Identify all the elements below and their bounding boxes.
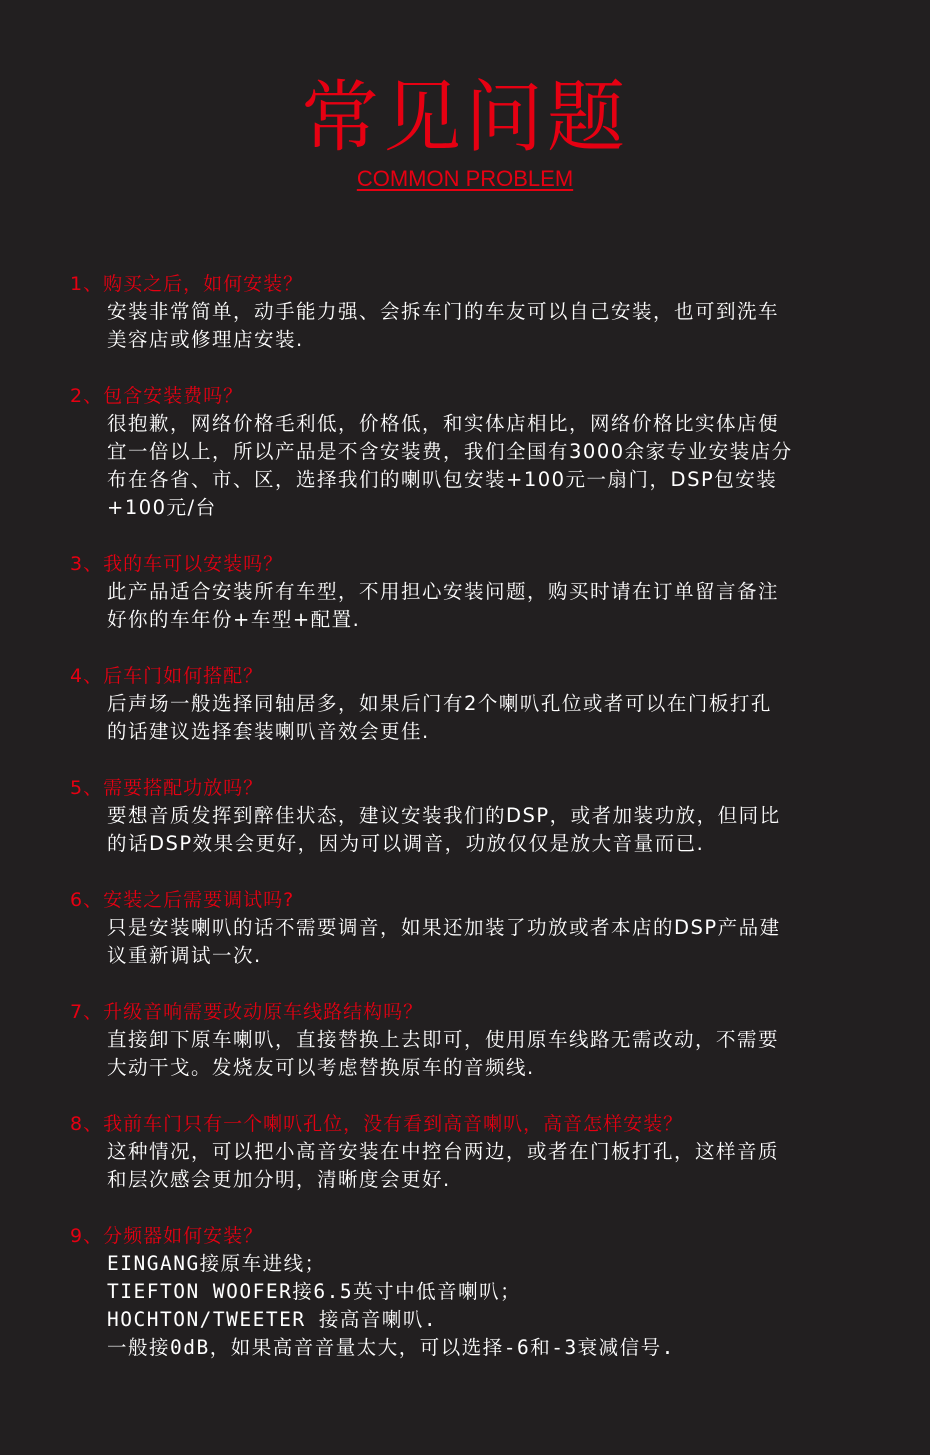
faq-question: 4、后车门如何搭配？ xyxy=(70,665,264,687)
faq-item xyxy=(70,1222,890,1362)
faq-question: 8、我前车门只有一个喇叭孔位，没有看到高音喇叭，高音怎样安装？ xyxy=(70,1113,684,1135)
faq-question: 5、需要搭配功放吗？ xyxy=(70,777,264,799)
faq-item xyxy=(70,886,890,970)
faq-question: 6、安装之后需要调试吗? xyxy=(70,889,295,911)
faq-answer-line: 安装非常简单，动手能力强、会拆车门的车友可以自己安装，也可到洗车 xyxy=(107,300,780,323)
faq-answer-line: 很抱歉，网络价格毛利低，价格低，和实体店相比，网络价格比实体店便 xyxy=(107,412,780,435)
faq-answer-line: 好你的车年份+车型+配置. xyxy=(107,608,361,631)
faq-answer-line: +100元/台 xyxy=(107,496,217,519)
faq-item xyxy=(70,662,890,746)
faq-question: 1、购买之后，如何安装？ xyxy=(70,273,304,295)
page-subtitle: COMMON PROBLEM xyxy=(356,166,574,191)
faq-answer-line: 只是安装喇叭的话不需要调音，如果还加装了功放或者本店的DSP产品建 xyxy=(107,916,781,939)
faq-list xyxy=(70,270,890,1390)
faq-answer-line: 一般接0dB，如果高音音量太大，可以选择-6和-3衰减信号. xyxy=(107,1336,675,1359)
faq-answer-line: TIEFTON WOOFER接6.5英寸中低音喇叭； xyxy=(107,1280,522,1303)
faq-item xyxy=(70,270,890,354)
faq-answer-line: 此产品适合安装所有车型，不用担心安装问题，购买时请在订单留言备注 xyxy=(107,580,780,603)
faq-item xyxy=(70,382,890,522)
faq-answer-line: 大动干戈。发烧友可以考虑替换原车的音频线. xyxy=(107,1056,535,1079)
faq-answer-line: 布在各省、市、区，选择我们的喇叭包安装+100元一扇门，DSP包安装 xyxy=(107,468,778,491)
faq-item xyxy=(70,998,890,1082)
faq-question: 3、我的车可以安装吗？ xyxy=(70,553,284,575)
faq-question: 2、包含安装费吗？ xyxy=(70,385,244,407)
faq-question: 9、分频器如何安装？ xyxy=(70,1225,264,1247)
faq-answer-line: 宜一倍以上，所以产品是不含安装费，我们全国有3000余家专业安装店分 xyxy=(107,440,793,463)
faq-answer-line: 的话DSP效果会更好，因为可以调音，功放仅仅是放大音量而已. xyxy=(107,832,705,855)
faq-answer-line: 美容店或修理店安装. xyxy=(107,328,304,351)
faq-item xyxy=(70,550,890,634)
page-title: 常见问题 xyxy=(300,73,629,163)
faq-answer-line: 这种情况，可以把小高音安装在中控台两边，或者在门板打孔，这样音质 xyxy=(107,1140,780,1163)
faq-question: 7、升级音响需要改动原车线路结构吗？ xyxy=(70,1001,424,1023)
page-header xyxy=(0,70,930,192)
faq-answer-line: 直接卸下原车喇叭，直接替换上去即可，使用原车线路无需改动，不需要 xyxy=(107,1028,780,1051)
faq-answer-line: 的话建议选择套装喇叭音效会更佳. xyxy=(107,720,430,743)
faq-item xyxy=(70,774,890,858)
faq-answer-line: 议重新调试一次. xyxy=(107,944,262,967)
faq-item xyxy=(70,1110,890,1194)
faq-answer-line: EINGANG接原车进线； xyxy=(107,1252,326,1275)
faq-answer-line: 和层次感会更加分明，清晰度会更好. xyxy=(107,1168,451,1191)
faq-answer-line: 要想音质发挥到醉佳状态，建议安装我们的DSP，或者加装功放，但同比 xyxy=(107,804,781,827)
faq-answer-line: HOCHTON/TWEETER 接高音喇叭. xyxy=(107,1308,438,1331)
faq-answer-line: 后声场一般选择同轴居多，如果后门有2个喇叭孔位或者可以在门板打孔 xyxy=(107,692,772,715)
